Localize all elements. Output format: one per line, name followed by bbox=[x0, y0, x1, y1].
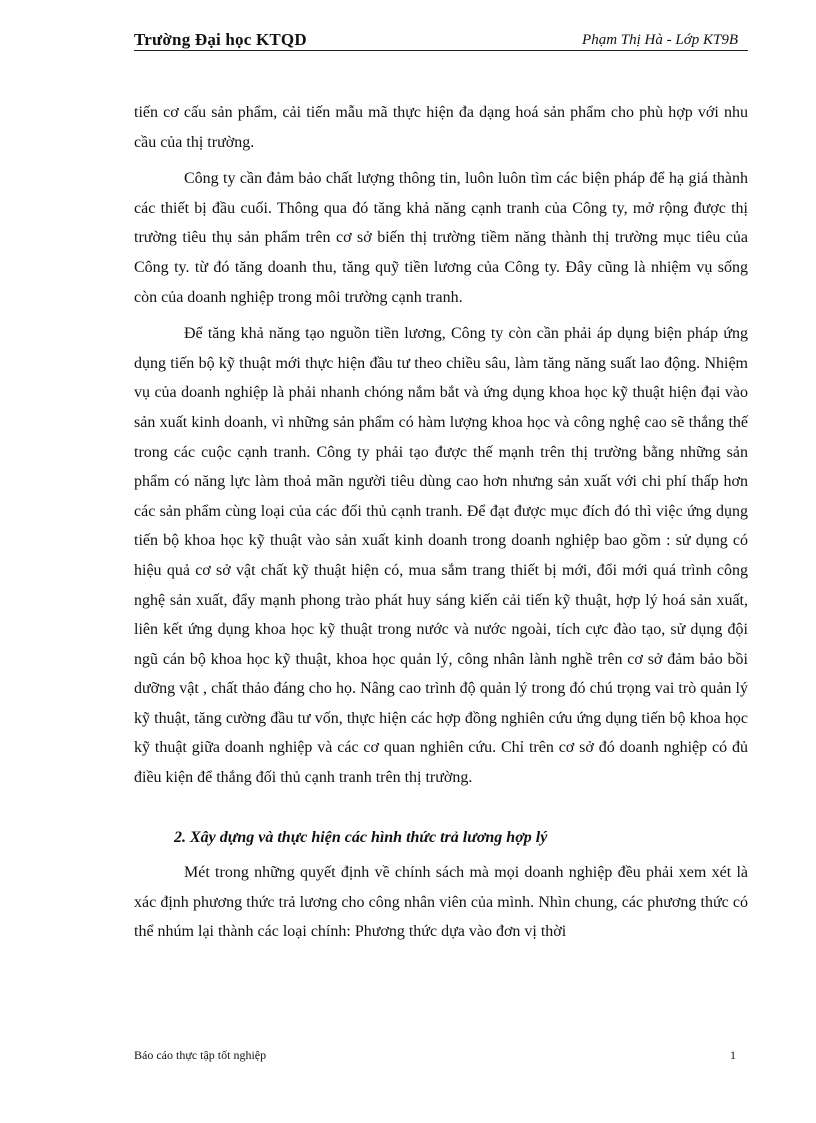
page-header bbox=[134, 30, 748, 51]
paragraph-4: Mét trong những quyết định về chính sách mà mọi doanh nghiệp đều phải xem xét là xác định phương thức trả lương cho công nhân viên của mình. Nhìn chung, các phương thức có thể nhúm lại thành các loại chính: Phương thức dựa vào đơn vị thời bbox=[134, 864, 748, 941]
paragraph-2: Công ty cần đảm bảo chất lượng thông tin, luôn luôn tìm các biện pháp để hạ giá thành các thiết bị đầu cuối. Thông qua đó tăng khả năng cạnh tranh của Công ty, mở rộng được thị trường tiêu thụ sản phẩm trên cơ sở biến thị trường tiềm năng thành thị trường mục tiêu của Công ty. từ đó tăng doanh thu, tăng quỹ tiền lương của Công ty. Đây cũng là nhiệm vụ sống còn của doanh nghiệp trong môi trường cạnh tranh. bbox=[134, 170, 748, 306]
paragraph-3: Để tăng khả năng tạo nguồn tiền lương, Công ty còn cần phải áp dụng biện pháp ứng dụng tiến bộ kỹ thuật mới thực hiện đầu tư theo chiều sâu, làm tăng năng suất lao động. Nhiệm vụ của doanh nghiệp là phải nhanh chóng nắm bắt và ứng dụng khoa học kỹ thuật hiện đại vào sản xuất kinh doanh, vì những sản phẩm có hàm lượng khoa học và công nghệ cao sẽ thắng thế trong các cuộc cạnh tranh. Công ty phải tạo được thế mạnh trên thị trường bằng những sản phẩm có năng lực làm thoả mãn người tiêu dùng cao hơn nhưng sản xuất với chi phí thấp hơn các sản phẩm cùng loại của các đối thủ cạnh tranh. Để đạt được mục đích đó thì việc ứng dụng tiến bộ khoa học kỹ thuật vào sản xuất kinh doanh trong doanh nghiệp bao gồm : sử dụng có hiệu quả cơ sở vật chất kỹ thuật hiện có, mua sắm trang thiết bị mới, đổi mới quá trình công nghệ sản xuất, đẩy mạnh phong trào phát huy sáng kiến cải tiến kỹ thuật, hợp lý hoá sản xuất, liên kết ứng dụng khoa học kỹ thuật trong nước và nước ngoài, tích cực đào tạo, sử dụng đội ngũ cán bộ khoa học kỹ thuật, khoa học quản lý, công nhân lành nghề trên cơ sở đảm bảo bồi dưỡng vật , chất thảo đáng cho họ. Nâng cao trình độ quản lý trong đó chú trọng vai trò quản lý kỹ thuật, tăng cường đầu tư vốn, thực hiện các hợp đồng nghiên cứu ứng dụng tiến bộ khoa học kỹ thuật giữa doanh nghiệp và các cơ quan nghiên cứu. Chỉ trên cơ sở đó doanh nghiệp có đủ điều kiện để thắng đối thủ cạnh tranh trên thị trường. bbox=[134, 325, 748, 787]
header-school: Trường Đại học KTQD bbox=[134, 30, 307, 49]
document-body bbox=[134, 98, 748, 954]
footer-title: Báo cáo thực tập tốt nghiệp bbox=[134, 1048, 267, 1062]
page-number: 1 bbox=[730, 1048, 736, 1062]
section-heading: 2. Xây dựng và thực hiện các hình thức trả lương hợp lý bbox=[174, 828, 548, 846]
paragraph-1: tiến cơ cấu sản phẩm, cải tiến mẫu mã thực hiện đa dạng hoá sản phẩm cho phù hợp với nhu cầu của thị trường. bbox=[134, 104, 748, 151]
header-author: Phạm Thị Hà - Lớp KT9B bbox=[582, 32, 738, 48]
